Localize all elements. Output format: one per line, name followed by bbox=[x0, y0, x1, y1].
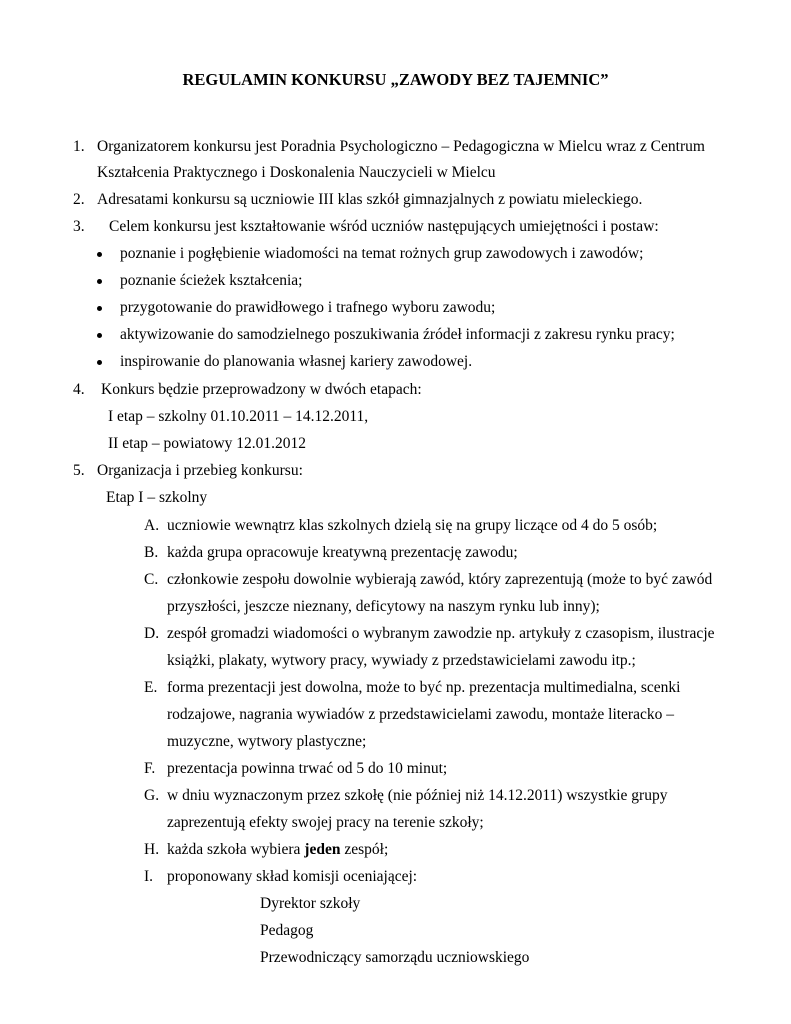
sub-e-text-cont: muzyczne, wytwory plastyczne; bbox=[167, 733, 367, 750]
committee-member: Dyrektor szkoły bbox=[260, 895, 361, 912]
sub-letter: H. bbox=[144, 841, 160, 858]
sub-i-text: proponowany skład komisji oceniającej: bbox=[167, 868, 418, 885]
sub-a-text: uczniowie wewnątrz klas szkolnych dzielą się na grupy liczące od 4 do 5 osób; bbox=[167, 517, 658, 534]
bullet-item: inspirowanie do planowania własnej kariery zawodowej. bbox=[120, 353, 473, 370]
committee-member: Pedagog bbox=[260, 922, 314, 939]
bullet-icon bbox=[97, 306, 102, 311]
sub-letter: B. bbox=[144, 544, 159, 561]
bullet-item: przygotowanie do prawidłowego i trafnego wyboru zawodu; bbox=[120, 299, 496, 316]
sub-f-text: prezentacja powinna trwać od 5 do 10 minut; bbox=[167, 760, 448, 777]
item-4-text: Konkurs będzie przeprowadzony w dwóch etapach: bbox=[101, 381, 422, 398]
sub-e-text-cont: rodzajowe, nagrania wywiadów z przedstawicielami zawodu, montaże literacko – bbox=[167, 706, 674, 723]
item-number: 5. bbox=[73, 462, 85, 479]
item-3-text: Celem konkursu jest kształtowanie wśród uczniów następujących umiejętności i postaw: bbox=[109, 218, 659, 235]
item-2-text: Adresatami konkursu są uczniowie III klas szkół gimnazjalnych z powiatu mieleckiego. bbox=[97, 191, 643, 208]
sub-letter: F. bbox=[144, 760, 156, 777]
item-number: 3. bbox=[73, 218, 85, 235]
sub-g-text: w dniu wyznaczonym przez szkołę (nie później niż 14.12.2011) wszystkie grupy bbox=[167, 787, 668, 804]
document-title: REGULAMIN KONKURSU „ZAWODY BEZ TAJEMNIC” bbox=[182, 70, 609, 89]
sub-letter: I. bbox=[144, 868, 154, 885]
sub-h-text-pre: każda szkoła wybiera bbox=[167, 841, 305, 858]
stage-heading: Etap I – szkolny bbox=[106, 489, 208, 506]
sub-letter: D. bbox=[144, 625, 160, 642]
bullet-item: poznanie i pogłębienie wiadomości na temat rożnych grup zawodowych i zawodów; bbox=[120, 245, 644, 262]
item-number: 2. bbox=[73, 191, 85, 208]
item-1-text-cont: Kształcenia Praktycznego i Doskonalenia Nauczycieli w Mielcu bbox=[97, 164, 496, 181]
sub-h-text-post: zespół; bbox=[340, 841, 389, 858]
bullet-icon bbox=[97, 279, 102, 284]
stage-2-dates: II etap – powiatowy 12.01.2012 bbox=[108, 435, 307, 452]
sub-letter: G. bbox=[144, 787, 160, 804]
sub-letter: C. bbox=[144, 571, 159, 588]
sub-d-text-cont: książki, plakaty, wytwory pracy, wywiady z przedstawicielami zawodu itp.; bbox=[167, 652, 636, 669]
bullet-icon bbox=[97, 360, 102, 365]
sub-c-text: członkowie zespołu dowolnie wybierają zawód, który zaprezentują (może to być zawód bbox=[167, 571, 713, 588]
sub-h-text-bold: jeden bbox=[304, 841, 341, 858]
sub-h-text bbox=[167, 842, 388, 858]
committee-member: Przewodniczący samorządu uczniowskiego bbox=[260, 949, 530, 966]
bullet-icon bbox=[97, 333, 102, 338]
sub-letter: A. bbox=[144, 517, 160, 534]
item-5-text: Organizacja i przebieg konkursu: bbox=[97, 462, 303, 479]
sub-e-text: forma prezentacji jest dowolna, może to być np. prezentacja multimedialna, scenki bbox=[167, 679, 681, 696]
item-number: 4. bbox=[73, 381, 85, 398]
item-number: 1. bbox=[73, 138, 85, 155]
sub-g-text-cont: zaprezentują efekty swojej pracy na terenie szkoły; bbox=[167, 814, 484, 831]
item-1-text: Organizatorem konkursu jest Poradnia Psychologiczno – Pedagogiczna w Mielcu wraz z Centrum bbox=[97, 138, 705, 155]
sub-d-text: zespół gromadzi wiadomości o wybranym zawodzie np. artykuły z czasopism, ilustracje bbox=[167, 625, 715, 642]
sub-b-text: każda grupa opracowuje kreatywną prezentację zawodu; bbox=[167, 544, 518, 561]
bullet-item: poznanie ścieżek kształcenia; bbox=[120, 272, 303, 289]
bullet-icon bbox=[97, 252, 102, 257]
sub-letter: E. bbox=[144, 679, 158, 696]
sub-c-text-cont: przyszłości, jeszcze nieznany, deficytowy na naszym rynku lub inny); bbox=[167, 598, 600, 615]
bullet-item: aktywizowanie do samodzielnego poszukiwania źródeł informacji z zakresu rynku pracy; bbox=[120, 326, 675, 343]
stage-1-dates: I etap – szkolny 01.10.2011 – 14.12.2011, bbox=[108, 408, 369, 425]
